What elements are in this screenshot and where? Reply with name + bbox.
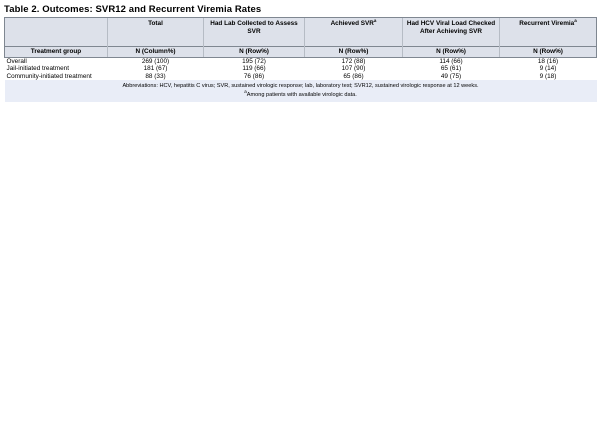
unit-header: N (Row%) — [305, 47, 403, 58]
unit-header: N (Row%) — [500, 47, 597, 58]
footnote-row — [5, 80, 597, 102]
table-cell: 49 (75) — [440, 72, 462, 80]
table-cell: 9 (14) — [539, 65, 557, 73]
table-container — [4, 4, 596, 102]
table-row — [5, 65, 597, 73]
table-cell: 76 (86) — [243, 72, 265, 80]
table-cell: 18 (16) — [537, 57, 559, 65]
table-row — [5, 73, 597, 81]
row-label: Overall — [6, 57, 27, 65]
table-cell: 9 (18) — [539, 72, 557, 80]
table-cell: 172 (88) — [341, 57, 366, 65]
footnote-marker: a — [244, 89, 247, 95]
unit-header: Treatment group — [5, 47, 108, 58]
table-cell: 65 (86) — [343, 72, 364, 80]
column-header-had-lab: Had Lab Collected to Assess SVR — [204, 18, 305, 47]
table-footnotes — [5, 80, 597, 102]
column-header-achieved-svr: Achieved SVR$^a$ — [305, 18, 403, 47]
unit-header: N (Column%) — [108, 47, 204, 58]
table-cell: 195 (72) — [242, 57, 266, 65]
table-cell: 88 (33) — [145, 72, 166, 80]
unit-header: N (Row%) — [403, 47, 500, 58]
table-cell: 119 (66) — [242, 65, 266, 73]
table-cell: 114 (66) — [439, 57, 463, 65]
row-label: Community-initiated treatment — [6, 72, 92, 80]
units-row — [5, 47, 597, 58]
table-cell: 65 (61) — [440, 65, 462, 73]
footnote-marker: a — [574, 17, 577, 23]
footnote-marker: a — [373, 17, 377, 23]
unit-header: N (Row%) — [204, 47, 305, 58]
header-row — [5, 18, 597, 47]
abbreviations-note: Abbreviations: HCV, hepatitis C virus; SVR, sustained virologic response; lab, laboratory test; SVR12, sustained virologic response at 12 weeks. — [122, 83, 479, 90]
table-cell: 269 (100) — [141, 57, 170, 65]
table-title: Table 2. Outcomes: SVR12 and Recurrent Viremia Rates — [4, 4, 262, 15]
column-header-recurrent-viremia: Recurrent Viremia$^a$ — [500, 18, 597, 47]
column-header-total: Total — [108, 18, 204, 47]
table-cell: 107 (90) — [341, 65, 366, 73]
column-header-viral-load: Had HCV Viral Load Checked After Achieving SVR — [403, 18, 500, 47]
table-cell: 181 (67) — [143, 65, 168, 73]
footnote-a: $^a$Among patients with available virologic data. — [244, 89, 357, 99]
outcomes-table — [4, 17, 597, 102]
table-row — [5, 57, 597, 65]
column-header-empty — [5, 18, 108, 47]
row-label: Jail-initiated treatment — [6, 65, 70, 73]
